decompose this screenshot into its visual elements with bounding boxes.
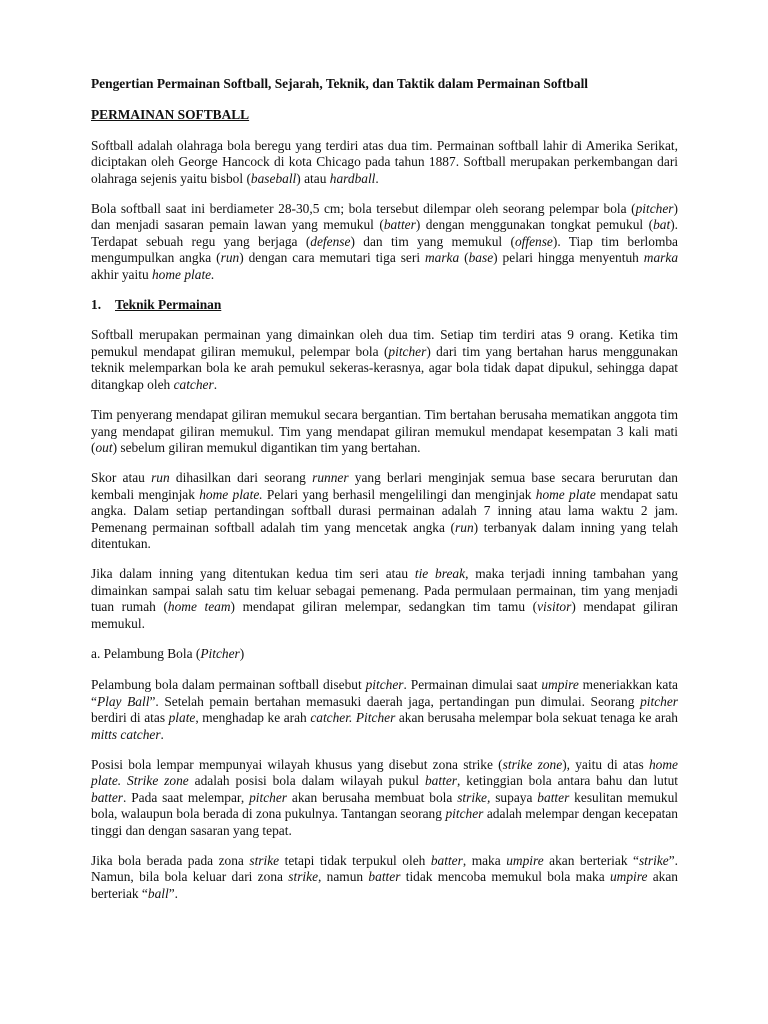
intro-paragraph-1: Softball adalah olahraga bola beregu yang terdiri atas dua tim. Permainan softball lahir di Amerika Serikat, diciptakan oleh George Hancock di kota Chicago pada tahun 1887. Softball merupakan perkembangan dari olahraga sejenis yaitu bisbol (baseball) atau hardball. xyxy=(91,137,678,186)
subsection-a-heading: a. Pelambung Bola (Pitcher) xyxy=(91,645,245,661)
section-1-number: 1. xyxy=(91,297,102,313)
section-1-heading xyxy=(91,297,678,313)
document-title: Pengertian Permainan Softball, Sejarah, Teknik, dan Taktik dalam Permainan Softball xyxy=(91,76,589,91)
subsection-a-paragraph-2: Posisi bola lempar mempunyai wilayah khusus yang disebut zona strike (strike zone), yaitu di atas home plate. Strike zone adalah posisi bola dalam wilayah pukul batter, ketinggian bola antara bahu dan lutut batter. Pada saat melempar, pitcher akan berusaha membuat bola strike, supaya batter kesulitan memukul bola, walaupun bola berada di zona pukulnya. Tantangan seorang pitcher adalah melempar dengan kecepatan tinggi dan dengan sasaran yang tepat. xyxy=(91,757,678,838)
subsection-a-paragraph-1: Pelambung bola dalam permainan softball disebut pitcher. Permainan dimulai saat umpire meneriakkan kata “Play Ball”. Setelah pemain bertahan memasuki daerah jaga, pertandingan pun dimulai. Seorang pitcher berdiri di atas plate, menghadap ke arah catcher. Pitcher akan berusaha melempar bola sekuat tenaga ke arah mitts catcher. xyxy=(91,677,679,742)
intro-paragraph-2: Bola softball saat ini berdiameter 28-30,5 cm; bola tersebut dilempar oleh seorang pelempar bola (pitcher) dan menjadi sasaran pemain lawan yang memukul (batter) dengan menggunakan tongkat pemukul (bat). Terdapat sebuah regu yang berjaga (defense) dan tim yang memukul (offense). Tiap tim berlomba mengumpulkan angka (run) dengan cara memutari tiga seri marka (base) pelari hingga menyentuh marka akhir yaitu home plate. xyxy=(91,201,679,282)
section-1-title: Teknik Permainan xyxy=(115,297,222,313)
subsection-a-paragraph-3: Jika bola berada pada zona strike tetapi tidak terpukul oleh batter, maka umpire akan berteriak “strike”. Namun, bila bola keluar dari zona strike, namun batter tidak mencoba memukul bola maka umpire akan berteriak “ball”. xyxy=(91,853,679,901)
section-1-paragraph-4: Jika dalam inning yang ditentukan kedua tim seri atau tie break, maka terjadi inning tambahan yang dimainkan sampai salah satu tim keluar sebagai pemenang. Pada permulaan permainan, tim yang menjadi tuan rumah (home team) mendapat giliran melempar, sedangkan tim tamu (visitor) mendapat giliran memukul. xyxy=(91,566,678,631)
section-1-paragraph-2: Tim penyerang mendapat giliran memukul secara bergantian. Tim bertahan berusaha mematikan anggota tim yang mendapat giliran memukul. Tim yang mendapat giliran memukul mendapat kesempatan 3 kali mati (out) sebelum giliran memukul digantikan tim yang bertahan. xyxy=(91,407,678,455)
section-1-paragraph-3: Skor atau run dihasilkan dari seorang runner yang berlari menginjak semua base secara berurutan dan kembali menginjak home plate. Pelari yang berhasil mengelilingi dan menginjak home plate mendapat satu angka. Dalam setiap pertandingan softball durasi permainan adalah 7 inning atau lama waktu 2 jam. Pemenang permainan softball adalah tim yang mencetak angka (run) terbanyak dalam inning yang telah ditentukan. xyxy=(91,470,679,551)
section-heading: PERMAINAN SOFTBALL xyxy=(91,107,250,123)
section-1-paragraph-1: Softball merupakan permainan yang dimainkan oleh dua tim. Setiap tim terdiri atas 9 orang. Ketika tim pemukul mendapat giliran memukul, pelempar bola (pitcher) dari tim yang bertahan harus menggunakan teknik melemparkan bola ke arah pemukul sekeras-kerasnya, agar bola tidak dapat dipukul, sehingga dapat ditangkap oleh catcher. xyxy=(91,327,678,392)
